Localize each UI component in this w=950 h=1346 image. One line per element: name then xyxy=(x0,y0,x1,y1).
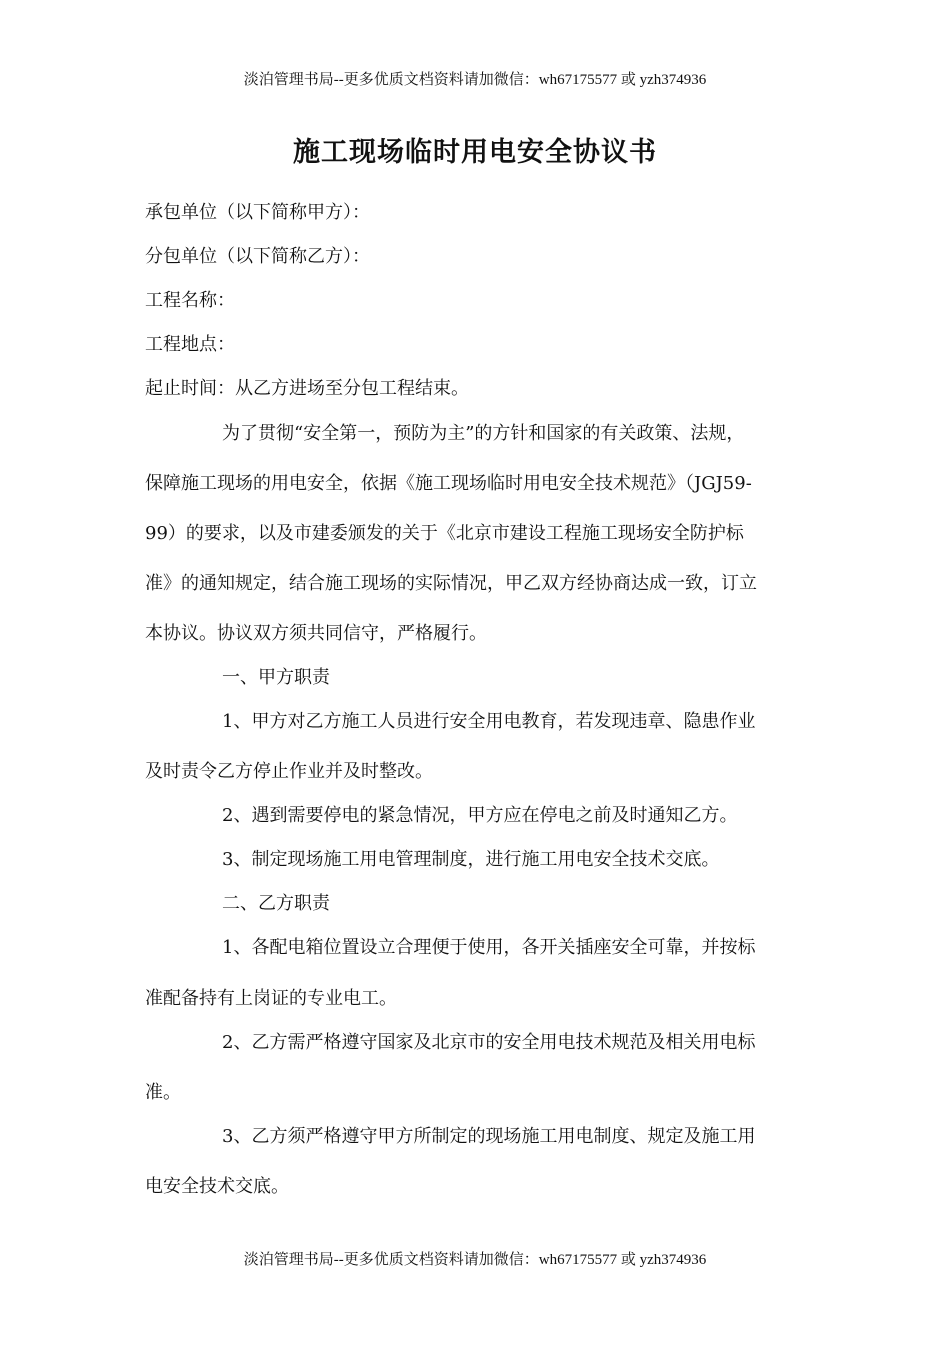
clause-line: 1、甲方对乙方施工人员进行安全用电教育，若发现违章、隐患作业 xyxy=(222,711,756,732)
intro-line: 准》的通知规定，结合施工现场的实际情况，甲乙双方经协商达成一致，订立 xyxy=(145,573,757,594)
field-project-name: 工程名称： xyxy=(145,290,235,311)
clause-line: 准配备持有上岗证的专业电工。 xyxy=(145,988,397,1009)
clause-line: 准。 xyxy=(145,1082,181,1103)
section-heading-party-b: 二、乙方职责 xyxy=(222,893,330,914)
intro-line: 保障施工现场的用电安全，依据《施工现场临时用电安全技术规范》（JGJ59- xyxy=(145,473,752,494)
field-contractor: 承包单位（以下简称甲方）： xyxy=(145,202,370,223)
intro-line: 99）的要求，以及市建委颁发的关于《北京市建设工程施工现场安全防护标 xyxy=(145,523,744,544)
clause-line: 1、各配电箱位置设立合理便于使用，各开关插座安全可靠，并按标 xyxy=(222,937,756,958)
clause-line: 电安全技术交底。 xyxy=(145,1176,289,1197)
field-project-location: 工程地点： xyxy=(145,334,235,355)
page-header: 淡泊管理书局--更多优质文档资料请加微信：wh67175577 或 yzh374936 xyxy=(243,72,707,88)
clause-line: 及时责令乙方停止作业并及时整改。 xyxy=(145,761,433,782)
field-period: 起止时间：从乙方进场至分包工程结束。 xyxy=(145,378,469,399)
field-subcontractor: 分包单位（以下简称乙方）： xyxy=(145,246,370,267)
clause-line: 3、乙方须严格遵守甲方所制定的现场施工用电制度、规定及施工用 xyxy=(222,1126,756,1147)
clause-line: 3、制定现场施工用电管理制度，进行施工用电安全技术交底。 xyxy=(222,849,720,870)
section-heading-party-a: 一、甲方职责 xyxy=(222,667,330,688)
clause-line: 2、乙方需严格遵守国家及北京市的安全用电技术规范及相关用电标 xyxy=(222,1032,756,1053)
clause-line: 2、遇到需要停电的紧急情况，甲方应在停电之前及时通知乙方。 xyxy=(222,805,738,826)
document-title: 施工现场临时用电安全协议书 xyxy=(293,137,657,168)
intro-line: 为了贯彻“安全第一，预防为主”的方针和国家的有关政策、法规， xyxy=(222,423,745,444)
intro-line: 本协议。协议双方须共同信守，严格履行。 xyxy=(145,623,487,644)
page-footer: 淡泊管理书局--更多优质文档资料请加微信：wh67175577 或 yzh374936 xyxy=(243,1252,707,1268)
